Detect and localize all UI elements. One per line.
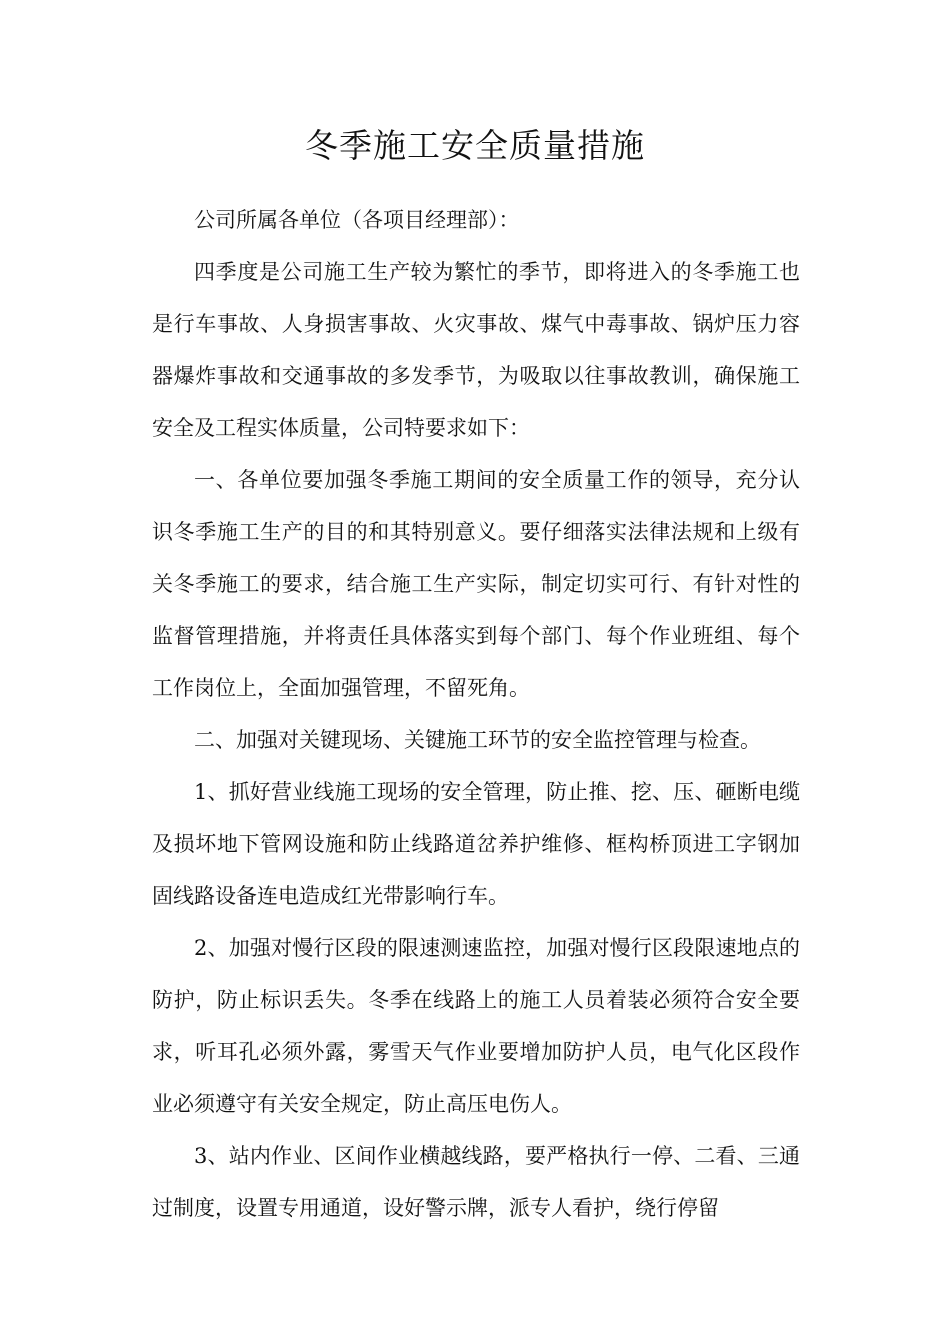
section-two-heading: 二、加强对关键现场、关键施工环节的安全监控管理与检查。 [194,728,761,752]
intro-paragraph: 四季度是公司施工生产较为繁忙的季节，即将进入的冬季施工也是行车事故、人身损害事故、火灾事故、煤气中毒事故、锅炉压力容器爆炸事故和交通事故的多发季节，为吸取以往事故教训，确保施工安全及工程实体质量，公司特要求如下： [152,260,800,440]
item-one-paragraph: 1、抓好营业线施工现场的安全管理，防止推、挖、压、砸断电缆及损坏地下管网设施和防止线路道岔养护维修、框构桥顶进工字钢加固线路设备连电造成红光带影响行车。 [152,780,800,908]
salutation-paragraph: 公司所属各单位（各项目经理部）： [194,208,520,232]
section-one-paragraph: 一、各单位要加强冬季施工期间的安全质量工作的领导，充分认识冬季施工生产的目的和其特别意义。要仔细落实法律法规和上级有关冬季施工的要求，结合施工生产实际，制定切实可行、有针对性的监督管理措施，并将责任具体落实到每个部门、每个作业班组、每个工作岗位上，全面加强管理，不留死角。 [152,468,800,700]
document-title: 冬季施工安全质量措施 [305,126,645,165]
item-two-paragraph: 2、加强对慢行区段的限速测速监控，加强对慢行区段限速地点的防护，防止标识丢失。冬季在线路上的施工人员着装必须符合安全要求，听耳孔必须外露，雾雪天气作业要增加防护人员，电气化区段作业必须遵守有关安全规定，防止高压电伤人。 [152,936,800,1116]
item-three-paragraph: 3、站内作业、区间作业横越线路，要严格执行一停、二看、三通过制度，设置专用通道，设好警示牌，派专人看护，绕行停留 [152,1144,800,1220]
document-body [152,194,800,1234]
